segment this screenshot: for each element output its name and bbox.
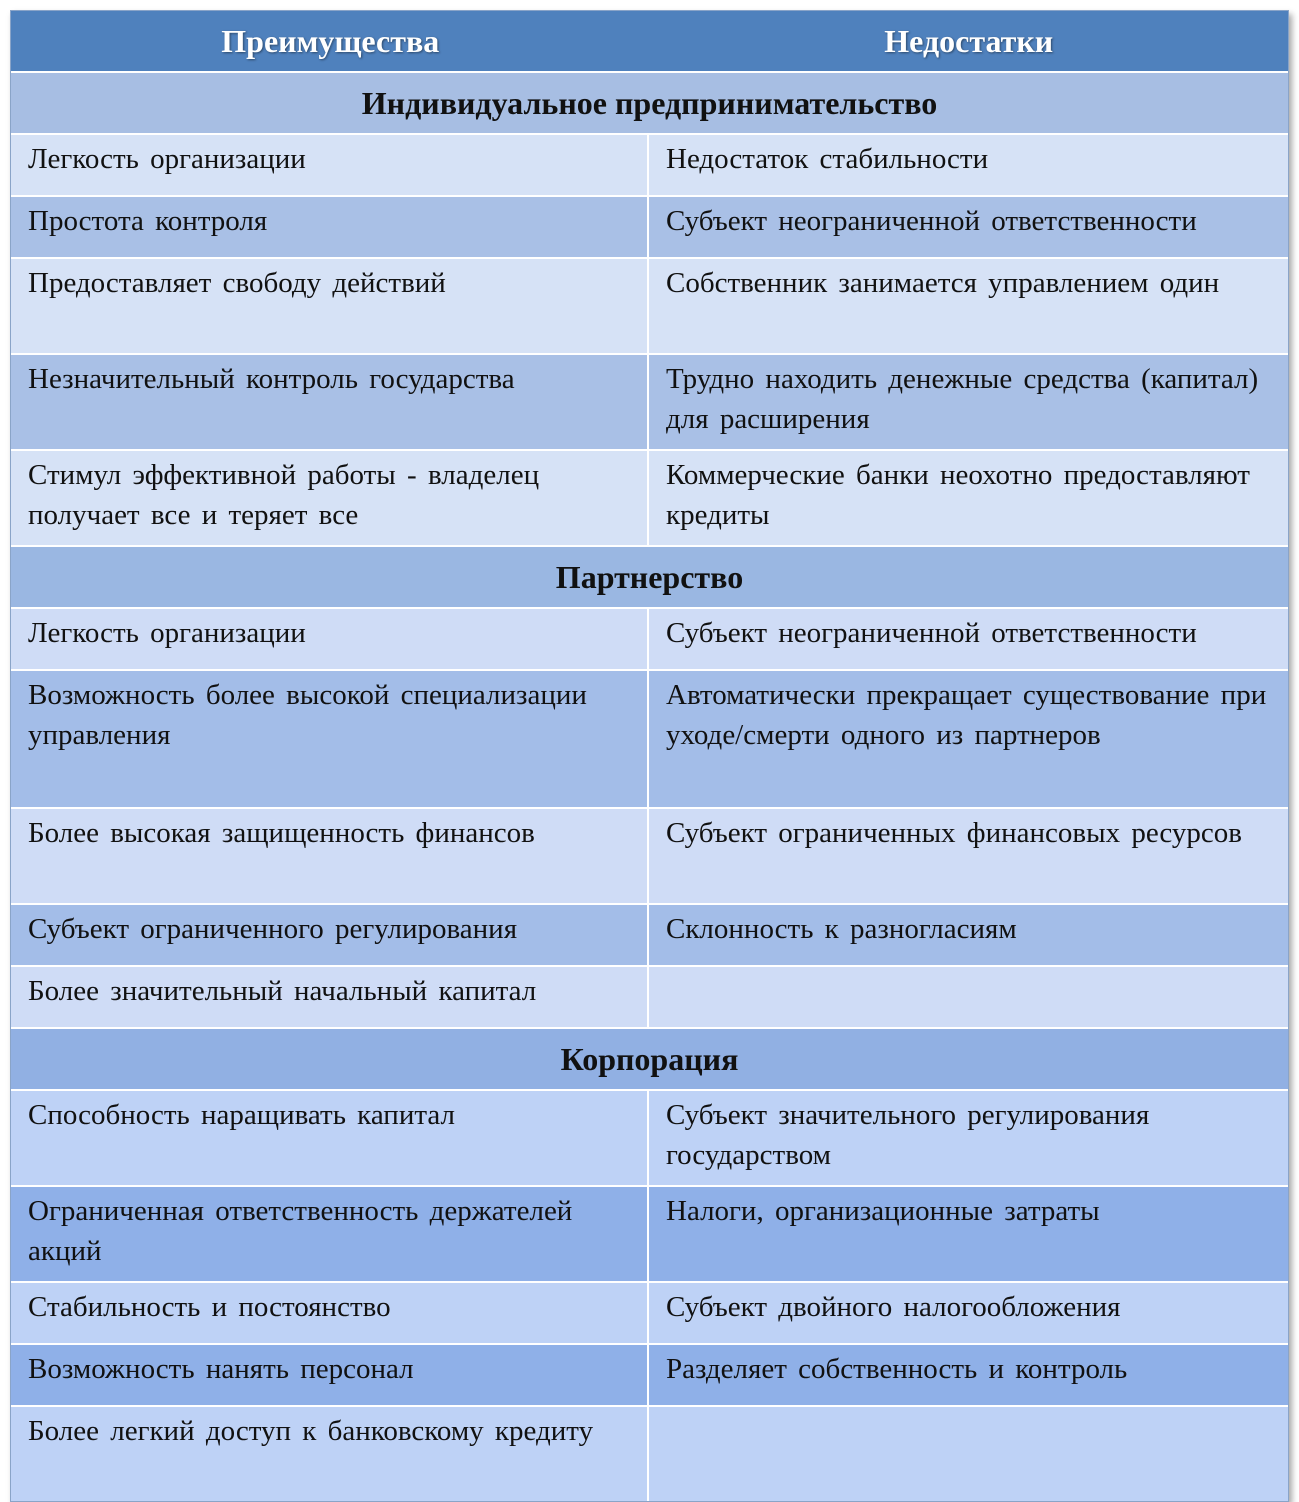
header-disadvantages: Недостатки — [884, 23, 1054, 59]
advantage-cell: Возможность более высокой специализации управления — [11, 671, 649, 807]
table-header-row — [11, 11, 1288, 71]
disadvantage-cell: Автоматически прекращает существование при уходе/смерти одного из партнеров — [666, 679, 1267, 751]
header-advantages: Преимущества — [221, 23, 440, 59]
disadvantage-cell: Субъект ограниченных финансовых ресурсов — [666, 817, 1242, 849]
table-row — [11, 1185, 1288, 1281]
table-row — [11, 1343, 1288, 1405]
advantage-cell: Возможность нанять персонал — [11, 1345, 649, 1405]
advantage-cell: Более значительный начальный капитал — [11, 967, 649, 1027]
disadvantage-cell: Склонность к разногласиям — [666, 913, 1017, 945]
disadvantage-cell: Трудно находить денежные средства (капитал) для расширения — [666, 363, 1259, 435]
table-row — [11, 807, 1288, 903]
section-title: Индивидуальное предпринимательство — [361, 85, 938, 121]
table-row — [11, 903, 1288, 965]
advantage-cell: Более высокая защищенность финансов — [11, 809, 649, 903]
table-row — [11, 607, 1288, 669]
section-header-row — [11, 71, 1288, 133]
advantage-cell: Способность наращивать капитал — [11, 1091, 649, 1185]
table-row — [11, 257, 1288, 353]
advantage-cell: Простота контроля — [11, 197, 649, 257]
disadvantage-cell — [649, 1407, 1288, 1501]
disadvantage-cell: Коммерческие банки неохотно предоставляют кредиты — [666, 459, 1250, 531]
section-title: Корпорация — [560, 1041, 739, 1077]
advantage-cell: Более легкий доступ к банковскому кредиту — [11, 1407, 649, 1501]
disadvantage-cell: Субъект неограниченной ответственности — [666, 205, 1197, 237]
table-row — [11, 195, 1288, 257]
advantage-cell: Легкость организации — [11, 609, 649, 669]
disadvantage-cell: Субъект неограниченной ответственности — [666, 617, 1197, 649]
advantage-cell: Легкость организации — [11, 135, 649, 195]
disadvantage-cell: Субъект двойного налогообложения — [666, 1291, 1121, 1323]
disadvantage-cell: Собственник занимается управлением один — [666, 267, 1220, 299]
disadvantage-cell: Недостаток стабильности — [666, 143, 989, 175]
table-row — [11, 133, 1288, 195]
advantage-cell: Предоставляет свободу действий — [11, 259, 649, 353]
table-row — [11, 1405, 1288, 1501]
table-row — [11, 449, 1288, 545]
advantage-cell: Ограниченная ответственность держателей акций — [11, 1187, 649, 1281]
section-title: Партнерство — [555, 559, 744, 595]
disadvantage-cell — [649, 967, 1288, 1027]
advantage-cell: Стимул эффективной работы - владелец получает все и теряет все — [11, 451, 649, 545]
disadvantage-cell: Налоги, организационные затраты — [666, 1195, 1100, 1227]
table-row — [11, 1281, 1288, 1343]
section-header-row — [11, 1027, 1288, 1089]
disadvantage-cell: Разделяет собственность и контроль — [666, 1353, 1128, 1385]
disadvantage-cell: Субъект значительного регулирования государством — [666, 1099, 1150, 1171]
advantage-cell: Незначительный контроль государства — [11, 355, 649, 449]
table-row — [11, 965, 1288, 1027]
table-row — [11, 1089, 1288, 1185]
advantage-cell: Стабильность и постоянство — [11, 1283, 649, 1343]
table-row — [11, 353, 1288, 449]
section-header-row — [11, 545, 1288, 607]
comparison-table — [10, 10, 1289, 1502]
table-row — [11, 669, 1288, 807]
advantage-cell: Субъект ограниченного регулирования — [11, 905, 649, 965]
